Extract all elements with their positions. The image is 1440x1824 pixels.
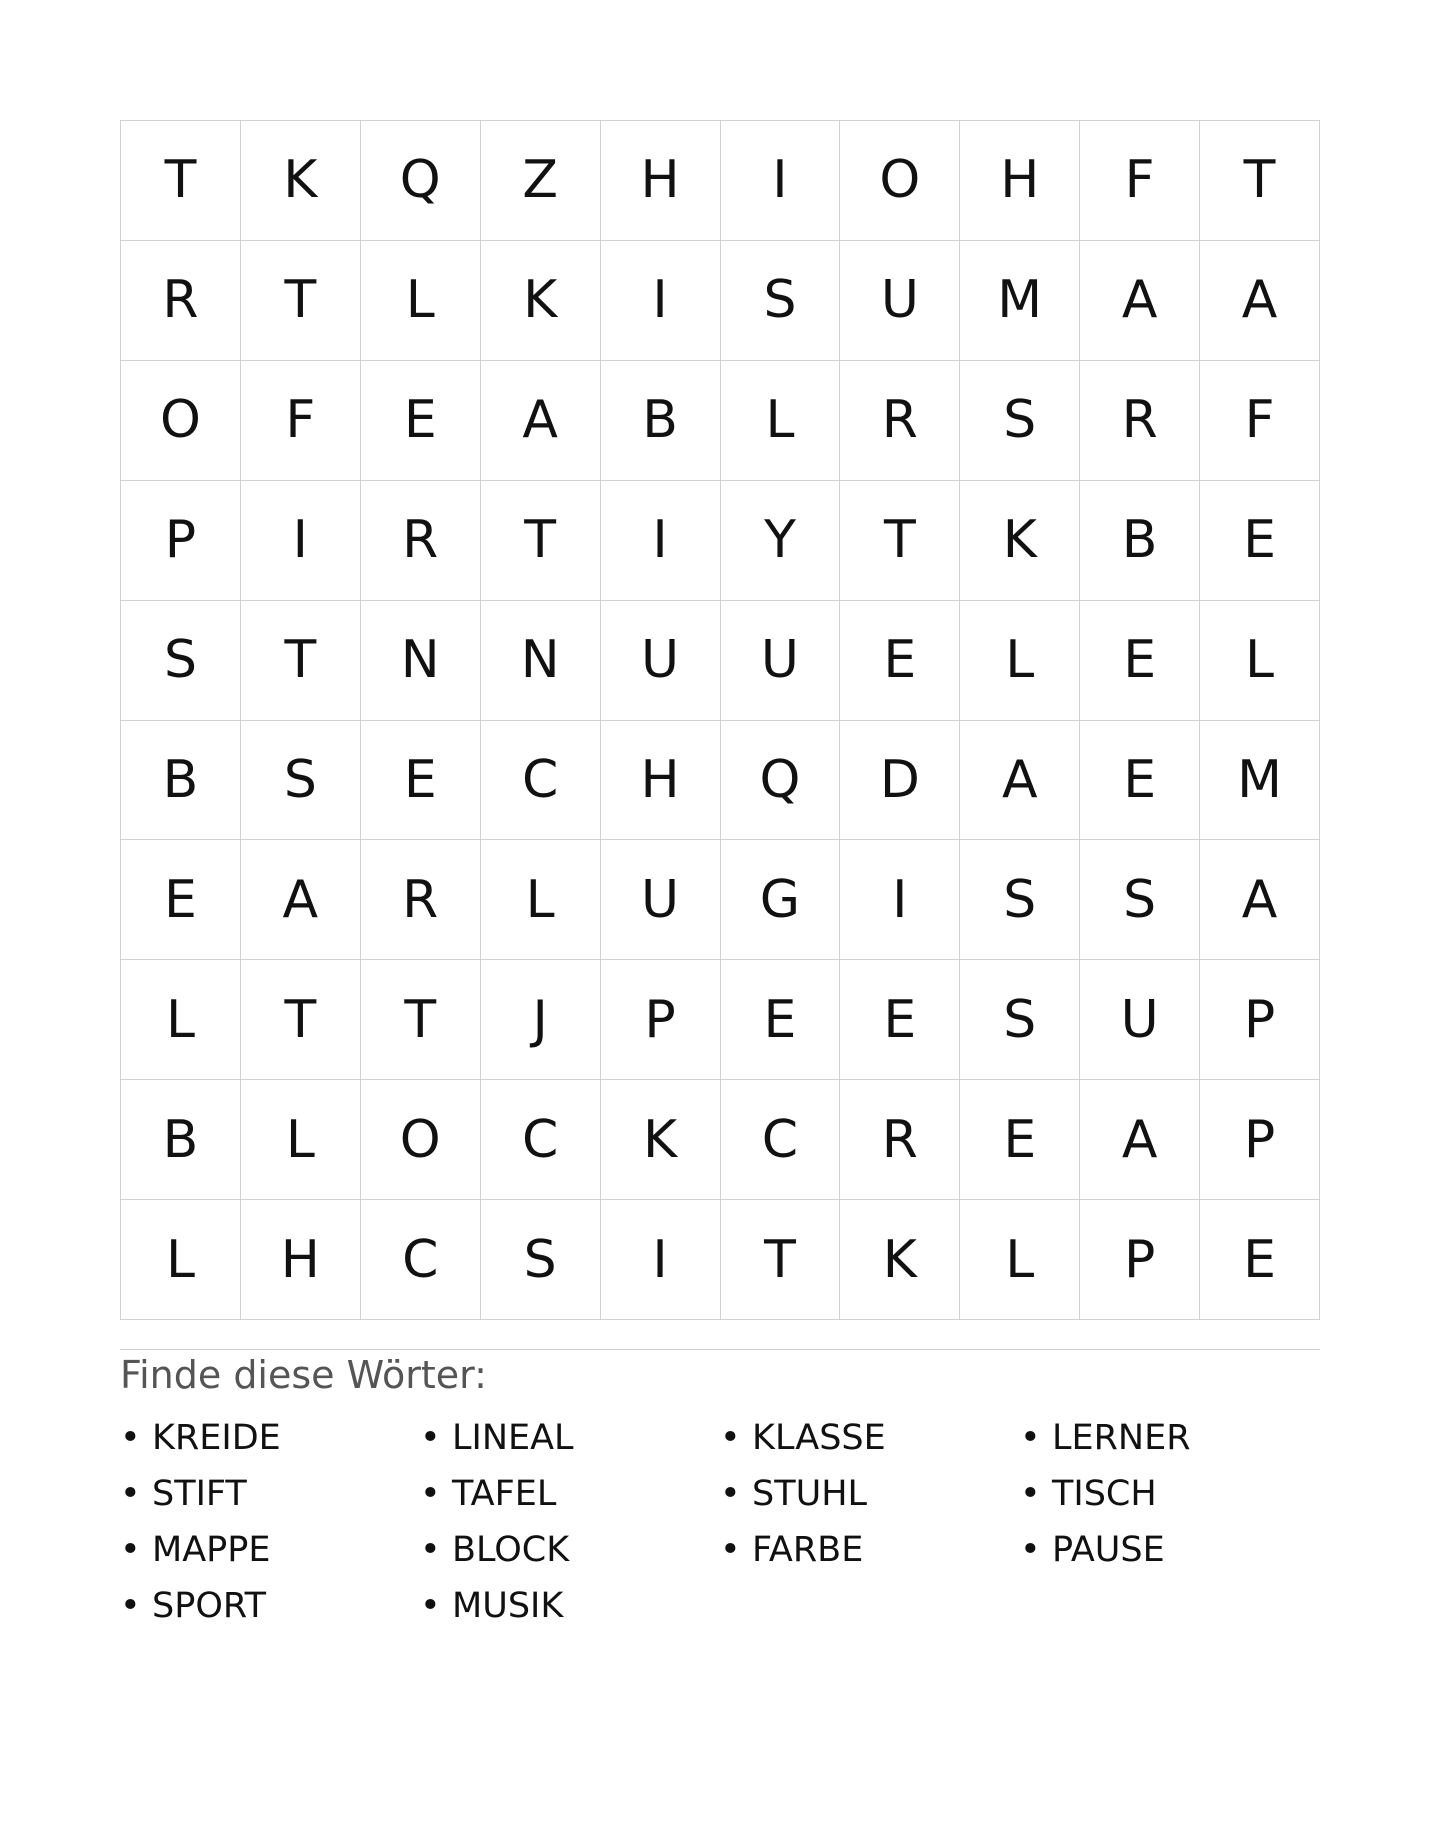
- grid-cell[interactable]: P: [121, 481, 241, 601]
- grid-cell[interactable]: K: [840, 1200, 960, 1320]
- grid-cell[interactable]: R: [121, 241, 241, 361]
- grid-cell[interactable]: K: [241, 121, 361, 241]
- word-label: MUSIK: [452, 1586, 564, 1626]
- word-list-item: [120, 1410, 420, 1466]
- grid-cell[interactable]: H: [601, 121, 721, 241]
- grid-cell[interactable]: O: [361, 1080, 481, 1200]
- grid-cell[interactable]: K: [601, 1080, 721, 1200]
- word-list: [120, 1410, 1320, 1634]
- grid-cell[interactable]: B: [1080, 481, 1200, 601]
- grid-cell[interactable]: F: [1200, 361, 1320, 481]
- grid-cell[interactable]: S: [721, 241, 841, 361]
- word-list-item: [1020, 1410, 1320, 1466]
- grid-cell[interactable]: Q: [721, 721, 841, 841]
- grid-cell[interactable]: C: [361, 1200, 481, 1320]
- bullet-icon: •: [120, 1474, 141, 1514]
- grid-cell[interactable]: L: [361, 241, 481, 361]
- grid-cell[interactable]: Z: [481, 121, 601, 241]
- word-label: FARBE: [752, 1530, 864, 1570]
- grid-cell[interactable]: R: [361, 481, 481, 601]
- grid-cell[interactable]: L: [121, 1200, 241, 1320]
- grid-cell[interactable]: A: [481, 361, 601, 481]
- grid-cell[interactable]: P: [1200, 960, 1320, 1080]
- grid-cell[interactable]: B: [121, 721, 241, 841]
- bullet-icon: •: [120, 1530, 141, 1570]
- grid-cell[interactable]: E: [361, 361, 481, 481]
- grid-cell[interactable]: A: [1200, 840, 1320, 960]
- grid-cell[interactable]: I: [241, 481, 361, 601]
- word-label: SPORT: [152, 1586, 267, 1626]
- grid-cell[interactable]: Q: [361, 121, 481, 241]
- word-label: PAUSE: [1052, 1530, 1165, 1570]
- grid-cell[interactable]: K: [960, 481, 1080, 601]
- grid-cell[interactable]: I: [840, 840, 960, 960]
- word-list-item: [420, 1578, 720, 1634]
- grid-cell[interactable]: E: [121, 840, 241, 960]
- grid-cell[interactable]: P: [1200, 1080, 1320, 1200]
- grid-cell[interactable]: A: [241, 840, 361, 960]
- letter-grid: [120, 120, 1320, 1320]
- grid-cell[interactable]: H: [601, 721, 721, 841]
- grid-cell[interactable]: U: [840, 241, 960, 361]
- grid-cell[interactable]: S: [481, 1200, 601, 1320]
- grid-cell[interactable]: U: [601, 840, 721, 960]
- grid-cell[interactable]: O: [840, 121, 960, 241]
- grid-cell[interactable]: L: [960, 1200, 1080, 1320]
- grid-cell[interactable]: T: [1200, 121, 1320, 241]
- grid-cell[interactable]: E: [1080, 721, 1200, 841]
- grid-cell[interactable]: L: [721, 361, 841, 481]
- word-label: TISCH: [1052, 1474, 1157, 1514]
- grid-cell[interactable]: C: [481, 1080, 601, 1200]
- grid-cell[interactable]: E: [840, 960, 960, 1080]
- grid-cell[interactable]: E: [1200, 1200, 1320, 1320]
- grid-cell[interactable]: L: [960, 601, 1080, 721]
- word-list-item: [720, 1466, 1020, 1522]
- grid-cell[interactable]: S: [1080, 840, 1200, 960]
- grid-cell[interactable]: T: [361, 960, 481, 1080]
- word-list-item: [120, 1578, 420, 1634]
- grid-cell[interactable]: R: [1080, 361, 1200, 481]
- grid-cell[interactable]: T: [241, 601, 361, 721]
- grid-cell[interactable]: B: [121, 1080, 241, 1200]
- grid-cell[interactable]: S: [121, 601, 241, 721]
- bullet-icon: •: [720, 1530, 741, 1570]
- grid-cell[interactable]: E: [960, 1080, 1080, 1200]
- grid-cell[interactable]: T: [840, 481, 960, 601]
- grid-cell[interactable]: S: [960, 361, 1080, 481]
- grid-cell[interactable]: R: [840, 361, 960, 481]
- word-list-item: [420, 1466, 720, 1522]
- grid-cell[interactable]: P: [601, 960, 721, 1080]
- word-label: STIFT: [152, 1474, 247, 1514]
- bullet-icon: •: [420, 1530, 441, 1570]
- bullet-icon: •: [720, 1418, 741, 1458]
- word-label: TAFEL: [452, 1474, 557, 1514]
- grid-cell[interactable]: H: [241, 1200, 361, 1320]
- grid-cell[interactable]: E: [721, 960, 841, 1080]
- grid-cell[interactable]: N: [481, 601, 601, 721]
- grid-cell[interactable]: T: [241, 960, 361, 1080]
- grid-cell[interactable]: A: [960, 721, 1080, 841]
- word-list-item: [120, 1522, 420, 1578]
- grid-cell[interactable]: T: [721, 1200, 841, 1320]
- grid-cell[interactable]: Y: [721, 481, 841, 601]
- word-label: MAPPE: [152, 1530, 271, 1570]
- grid-cell[interactable]: C: [481, 721, 601, 841]
- grid-cell[interactable]: A: [1080, 1080, 1200, 1200]
- grid-cell[interactable]: U: [1080, 960, 1200, 1080]
- grid-cell[interactable]: U: [601, 601, 721, 721]
- grid-cell[interactable]: F: [1080, 121, 1200, 241]
- bullet-icon: •: [1020, 1418, 1041, 1458]
- word-list-item: [720, 1522, 1020, 1578]
- grid-cell[interactable]: T: [481, 481, 601, 601]
- grid-cell[interactable]: F: [241, 361, 361, 481]
- grid-cell[interactable]: R: [840, 1080, 960, 1200]
- grid-cell[interactable]: E: [1080, 601, 1200, 721]
- grid-cell[interactable]: G: [721, 840, 841, 960]
- grid-cell[interactable]: O: [121, 361, 241, 481]
- grid-cell[interactable]: L: [1200, 601, 1320, 721]
- bullet-icon: •: [1020, 1474, 1041, 1514]
- grid-cell[interactable]: U: [721, 601, 841, 721]
- bullet-icon: •: [120, 1418, 141, 1458]
- grid-cell[interactable]: H: [960, 121, 1080, 241]
- grid-cell[interactable]: N: [361, 601, 481, 721]
- divider: [120, 1349, 1320, 1350]
- bullet-icon: •: [420, 1586, 441, 1626]
- bullet-icon: •: [420, 1474, 441, 1514]
- grid-cell[interactable]: E: [361, 721, 481, 841]
- word-label: LERNER: [1052, 1418, 1191, 1458]
- word-list-item: [1020, 1466, 1320, 1522]
- grid-cell[interactable]: E: [840, 601, 960, 721]
- word-list-item: [420, 1522, 720, 1578]
- grid-cell[interactable]: B: [601, 361, 721, 481]
- bullet-icon: •: [420, 1418, 441, 1458]
- grid-cell[interactable]: I: [601, 1200, 721, 1320]
- grid-cell[interactable]: C: [721, 1080, 841, 1200]
- word-label: BLOCK: [452, 1530, 570, 1570]
- bullet-icon: •: [120, 1586, 141, 1626]
- grid-cell[interactable]: A: [1200, 241, 1320, 361]
- word-list-item: [720, 1410, 1020, 1466]
- grid-cell[interactable]: K: [481, 241, 601, 361]
- grid-cell[interactable]: S: [960, 840, 1080, 960]
- grid-cell[interactable]: L: [241, 1080, 361, 1200]
- word-list-item: [1020, 1522, 1320, 1578]
- grid-cell[interactable]: I: [601, 241, 721, 361]
- word-label: KREIDE: [152, 1418, 281, 1458]
- grid-cell[interactable]: T: [241, 241, 361, 361]
- grid-cell[interactable]: P: [1080, 1200, 1200, 1320]
- grid-cell[interactable]: J: [481, 960, 601, 1080]
- word-list-item: [420, 1410, 720, 1466]
- grid-cell[interactable]: M: [960, 241, 1080, 361]
- grid-cell[interactable]: I: [721, 121, 841, 241]
- grid-cell[interactable]: R: [361, 840, 481, 960]
- grid-cell[interactable]: L: [121, 960, 241, 1080]
- grid-cell[interactable]: L: [481, 840, 601, 960]
- grid-cell[interactable]: S: [241, 721, 361, 841]
- grid-cell[interactable]: A: [1080, 241, 1200, 361]
- word-list-item: [120, 1466, 420, 1522]
- word-label: LINEAL: [452, 1418, 574, 1458]
- word-label: STUHL: [752, 1474, 868, 1514]
- bullet-icon: •: [720, 1474, 741, 1514]
- word-list-title: Finde diese Wörter:: [120, 1353, 487, 1397]
- grid-cell[interactable]: E: [1200, 481, 1320, 601]
- bullet-icon: •: [1020, 1530, 1041, 1570]
- grid-cell[interactable]: S: [960, 960, 1080, 1080]
- grid-cell[interactable]: I: [601, 481, 721, 601]
- grid-cell[interactable]: T: [121, 121, 241, 241]
- grid-cell[interactable]: M: [1200, 721, 1320, 841]
- word-label: KLASSE: [752, 1418, 886, 1458]
- grid-cell[interactable]: D: [840, 721, 960, 841]
